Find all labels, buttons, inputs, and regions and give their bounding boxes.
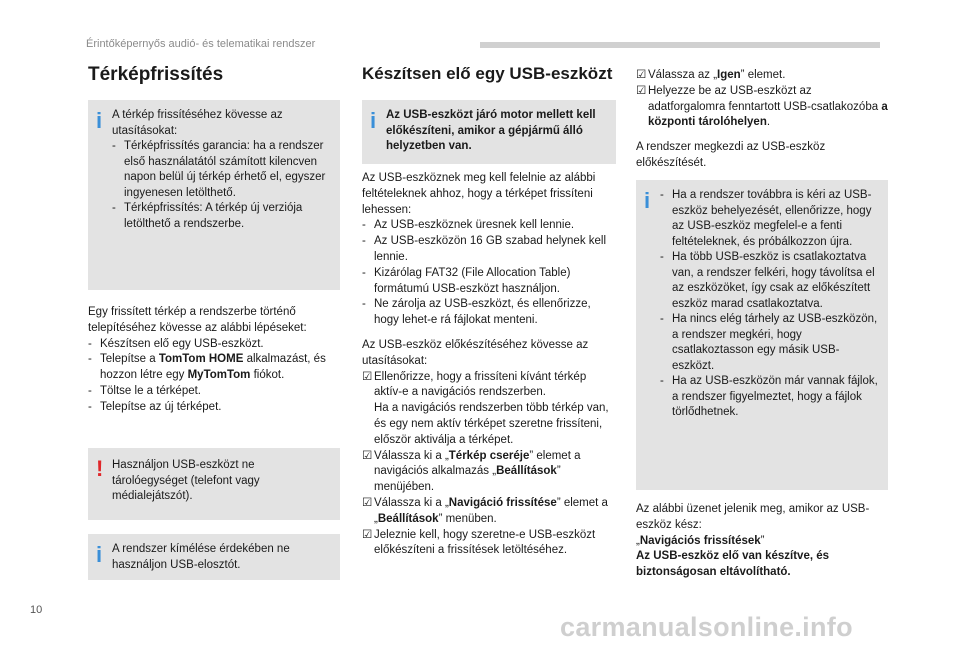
dash-bullet: - bbox=[88, 353, 92, 366]
page-number: 10 bbox=[30, 604, 43, 616]
dash-bullet: - bbox=[660, 375, 664, 387]
dash-bullet: - bbox=[362, 298, 366, 311]
dash-bullet: - bbox=[88, 400, 92, 413]
requirement: Az USB-eszköznek üresnek kell lennie. bbox=[374, 219, 575, 232]
warning-text: Használjon USB-eszközt ne tárolóegységet (telefont vagy médialejátszót). bbox=[112, 459, 260, 502]
prep-step-2: Válassza ki a „Térkép cseréje” elemet a navigációs alkalmazás „Beállítások” menüjében. bbox=[374, 449, 581, 494]
step-2: Telepítse a TomTom HOME alkalmazást, és hozzon létre egy MyTomTom fiókot. bbox=[100, 353, 326, 382]
note-item: Ha nincs elég tárhely az USB-eszközön, a rendszer megkéri, hogy csatlakoztasson egy másik USB-eszközt. bbox=[672, 313, 878, 372]
final-message bbox=[636, 502, 888, 581]
install-steps bbox=[88, 305, 342, 416]
info-icon: i bbox=[370, 108, 377, 133]
action-2: Helyezze be az USB-eszközt az adatforgalomra fenntartott USB-csatlakozóba a központi tárolóhelyen. bbox=[648, 84, 888, 129]
requirement: Ne zárolja az USB-eszközt, és ellenőrizze, hogy lehet-e rá fájlokat menteni. bbox=[374, 298, 591, 327]
step-3: Töltse le a térképet. bbox=[100, 384, 201, 397]
checkbox-icon: ☑ bbox=[362, 449, 373, 462]
note-item: Ha az USB-eszközön már vannak fájlok, a rendszer figyelmeztet, hogy a fájlok törlődhetnek. bbox=[672, 375, 878, 418]
header-bar bbox=[480, 42, 880, 48]
final-intro: Az alábbi üzenet jelenik meg, amikor az USB-eszköz kész: bbox=[636, 503, 870, 531]
requirement: Az USB-eszközön 16 GB szabad helynek kell lennie. bbox=[374, 235, 607, 263]
prep-start-text: A rendszer megkezdi az USB-eszköz előkészítését. bbox=[636, 141, 826, 169]
note-item: Térképfrissítés garancia: ha a rendszer első használatától számított kilencven napon belül új térkép érhető el, egyszer ingyenesen letölthető. bbox=[124, 140, 326, 199]
dash-bullet: - bbox=[660, 313, 664, 325]
warning-icon: ! bbox=[96, 456, 104, 481]
checkbox-icon: ☑ bbox=[636, 84, 647, 97]
checkbox-icon: ☑ bbox=[636, 69, 647, 81]
action-1: Válassza az „Igen” elemet. bbox=[648, 69, 786, 81]
dash-bullet: - bbox=[362, 235, 366, 248]
info-note-box-2 bbox=[88, 534, 340, 580]
checkbox-icon: ☑ bbox=[362, 528, 373, 541]
steps-intro: Egy frissített térkép a rendszerbe történő telepítéséhez kövesse az alábbi lépéseket: bbox=[88, 306, 307, 334]
step-1: Készítsen elő egy USB-eszközt. bbox=[100, 337, 264, 350]
dash-bullet: - bbox=[88, 384, 92, 397]
watermark: carmanualsonline.info bbox=[560, 612, 853, 642]
prep-step-1: Ellenőrizze, hogy a frissíteni kívánt térkép aktív-e a navigációs rendszerben. Ha a navigációs rendszerben több térkép van, és egy nem aktív térképet szeretne frissíteni, először aktiválja a térképet. bbox=[374, 370, 609, 446]
info-icon: i bbox=[96, 108, 103, 133]
usb-requirements bbox=[362, 171, 616, 329]
step-4: Telepítse az új térképet. bbox=[100, 400, 222, 413]
note-intro: A térkép frissítéséhez kövesse az utasításokat: bbox=[112, 109, 283, 137]
info-note-box-3 bbox=[362, 100, 616, 164]
checkbox-icon: ☑ bbox=[362, 496, 373, 509]
dash-bullet: - bbox=[112, 202, 116, 214]
dash-bullet: - bbox=[660, 251, 664, 263]
prep-instructions bbox=[362, 338, 616, 559]
note-text: Az USB-eszközt járó motor mellett kell előkészíteni, amikor a gépjármű álló helyzetben van. bbox=[386, 109, 596, 152]
dash-bullet: - bbox=[660, 189, 664, 201]
running-header: Érintőképernyős audió- és telematikai rendszer bbox=[86, 38, 316, 50]
warning-box bbox=[88, 448, 340, 520]
prep-intro: Az USB-eszköz előkészítéséhez kövesse az utasításokat: bbox=[362, 339, 589, 367]
section-heading: Készítsen elő egy USB-eszközt bbox=[362, 64, 613, 83]
prep-actions bbox=[636, 68, 888, 131]
info-icon: i bbox=[644, 188, 651, 213]
page-title: Térképfrissítés bbox=[88, 64, 224, 85]
info-note-box bbox=[88, 100, 340, 290]
note-text: A rendszer kímélése érdekében ne használjon USB-elosztót. bbox=[112, 543, 290, 571]
final-message-body: Az USB-eszköz elő van készítve, és biztonságosan eltávolítható. bbox=[636, 550, 830, 579]
requirements-intro: Az USB-eszköznek meg kell felelnie az alábbi feltételeknek ahhoz, hogy a térképet frissíteni lehessen: bbox=[362, 172, 596, 216]
note-item: Ha a rendszer továbbra is kéri az USB-eszköz behelyezését, ellenőrizze, hogy az USB-eszköz megfelel-e a fenti feltételeknek, és próbálkozzon újra. bbox=[672, 189, 872, 248]
dash-bullet: - bbox=[362, 266, 366, 279]
info-note-box-4 bbox=[636, 180, 888, 490]
requirement: Kizárólag FAT32 (File Allocation Table) formátumú USB-eszközt használjon. bbox=[374, 266, 571, 295]
dash-bullet: - bbox=[112, 140, 116, 152]
checkbox-icon: ☑ bbox=[362, 370, 373, 383]
prep-step-4: Jeleznie kell, hogy szeretne-e USB-eszközt előkészíteni a frissítések letöltéséhez. bbox=[374, 528, 596, 557]
prep-step-3: Válassza ki a „Navigáció frissítése” elemet a „Beállítások” menüben. bbox=[374, 496, 608, 525]
final-message-title: „Navigációs frissítések” bbox=[636, 534, 765, 547]
note-item: Térképfrissítés: A térkép új verziója letölthető a rendszerbe. bbox=[124, 202, 303, 230]
dash-bullet: - bbox=[88, 337, 92, 350]
info-icon: i bbox=[96, 542, 103, 567]
dash-bullet: - bbox=[362, 219, 366, 232]
note-item: Ha több USB-eszköz is csatlakoztatva van, a rendszer felkéri, hogy távolítsa el az eszközöket, így csak az előkészített eszköz marad csatlakoztatva. bbox=[672, 251, 875, 310]
